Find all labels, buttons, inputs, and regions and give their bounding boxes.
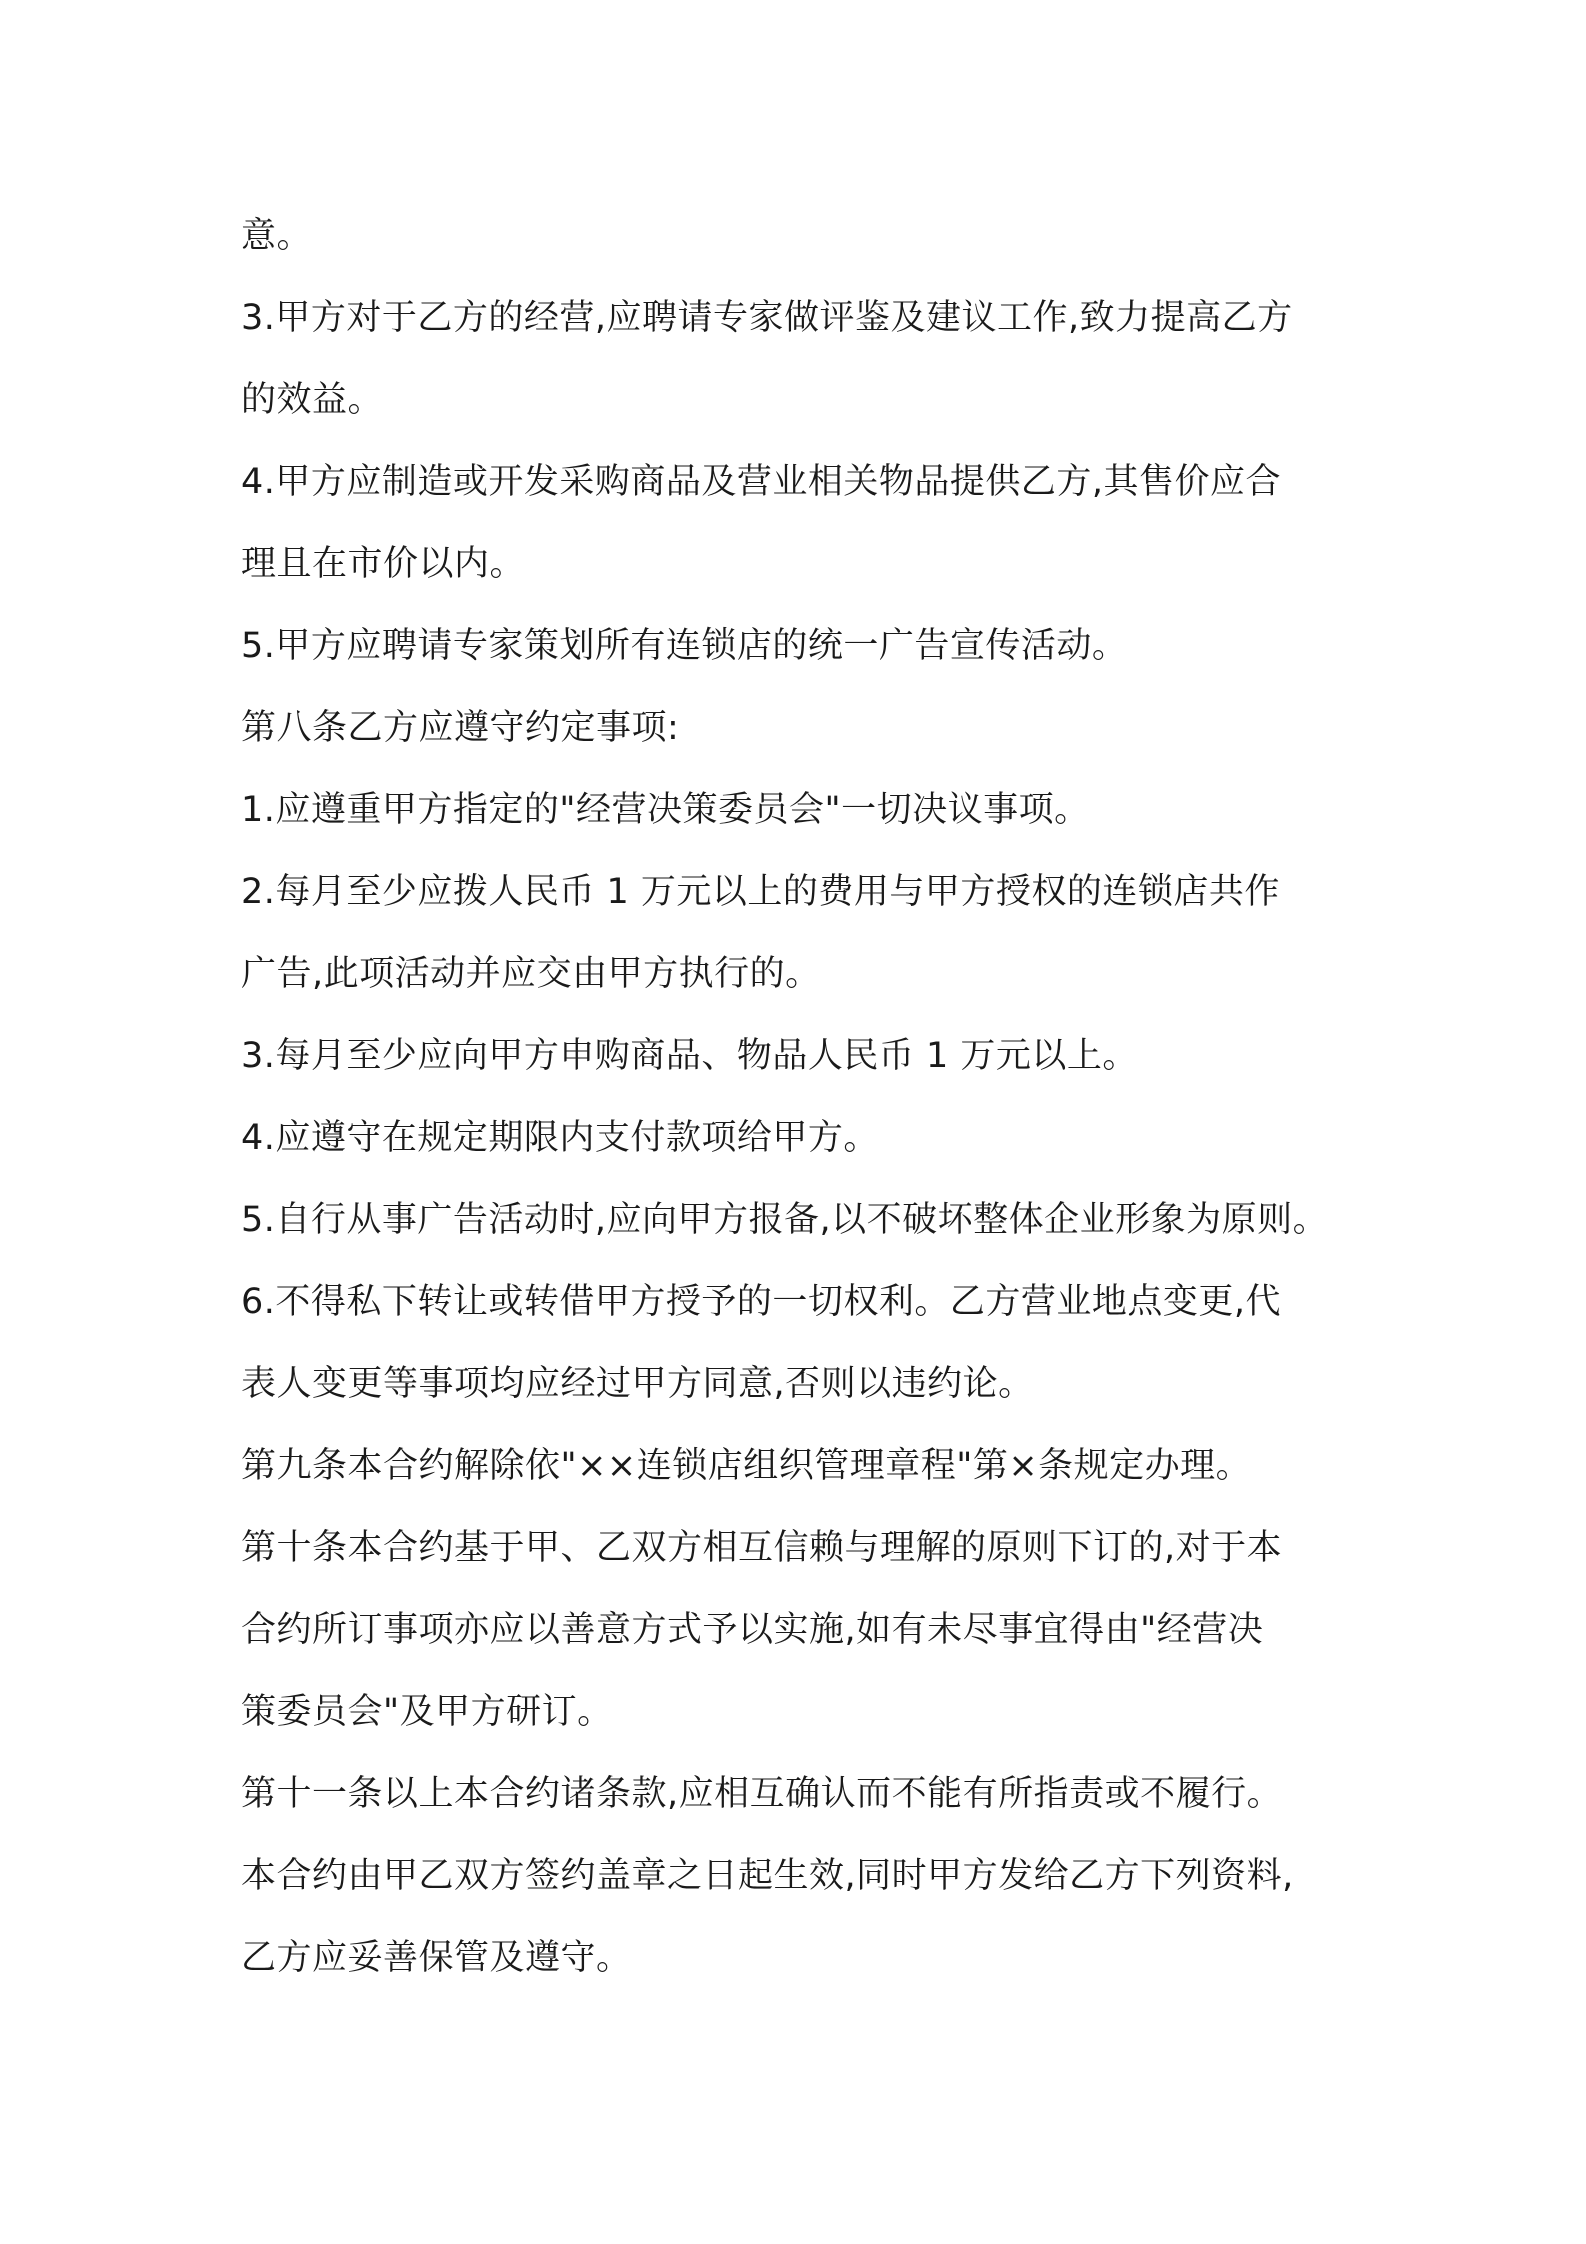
text-line: 合约所订事项亦应以善意方式予以实施,如有未尽事宜得由"经营决 [241,1610,1264,1650]
text-line: 3.甲方对于乙方的经营,应聘请专家做评鉴及建议工作,致力提高乙方 [241,298,1293,338]
text-line: 4.甲方应制造或开发采购商品及营业相关物品提供乙方,其售价应合 [241,462,1282,502]
text-line: 表人变更等事项均应经过甲方同意,否则以违约论。 [241,1364,1034,1404]
text-line: 本合约由甲乙双方签约盖章之日起生效,同时甲方发给乙方下列资料, [241,1856,1294,1896]
text-line: 乙方应妥善保管及遵守。 [241,1938,632,1978]
text-line: 第八条乙方应遵守约定事项: [241,708,680,748]
text-line: 策委员会"及甲方研订。 [241,1692,613,1732]
text-line: 第十条本合约基于甲、乙双方相互信赖与理解的原则下订的,对于本 [241,1528,1283,1568]
text-line: 第九条本合约解除依"××连锁店组织管理章程"第×条规定办理。 [241,1446,1252,1486]
document-body [241,195,1361,1999]
text-line: 3.每月至少应向甲方申购商品、物品人民币 1 万元以上。 [241,1036,1138,1076]
text-line: 2.每月至少应拨人民币 1 万元以上的费用与甲方授权的连锁店共作 [241,872,1280,912]
text-line: 理且在市价以内。 [241,544,526,584]
text-line: 6.不得私下转让或转借甲方授予的一切权利。乙方营业地点变更,代 [241,1282,1282,1322]
text-line: 5.甲方应聘请专家策划所有连锁店的统一广告宣传活动。 [241,626,1128,666]
text-line: 第十一条以上本合约诸条款,应相互确认而不能有所指责或不履行。 [241,1774,1283,1814]
text-line: 意。 [241,216,313,256]
text-line: 5.自行从事广告活动时,应向甲方报备,以不破坏整体企业形象为原则。 [241,1200,1329,1240]
text-line: 广告,此项活动并应交由甲方执行的。 [241,954,821,994]
text-line: 的效益。 [241,380,384,420]
text-line: 1.应遵重甲方指定的"经营决策委员会"一切决议事项。 [241,790,1090,830]
text-line: 4.应遵守在规定期限内支付款项给甲方。 [241,1118,879,1158]
